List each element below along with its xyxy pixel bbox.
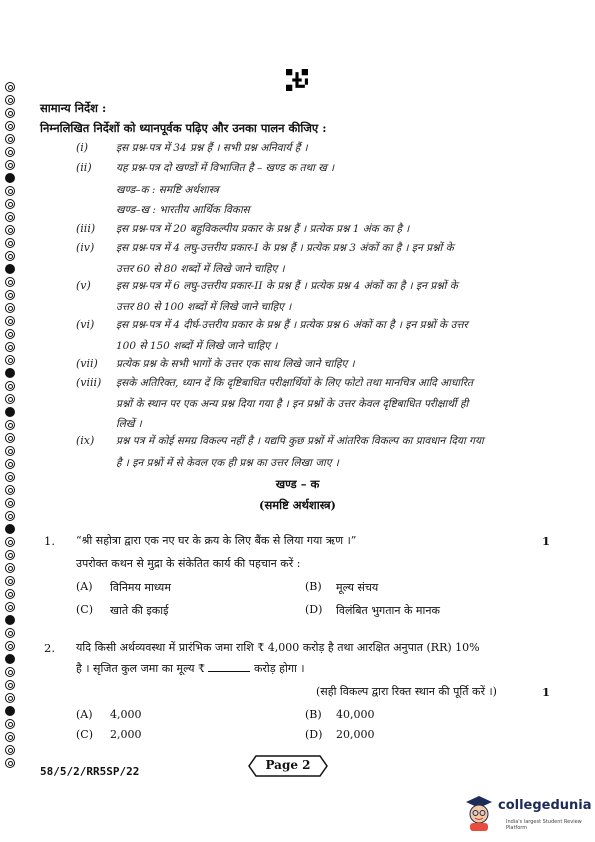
margin-ring: [5, 602, 15, 612]
margin-ring: [5, 290, 15, 300]
instruction-line: इस प्रश्न-पत्र में 4 दीर्घ-उत्तरीय प्रकार के प्रश्न हैं । प्रत्येक प्रश्न 6 अंकों का है । इन प्रश्नों के उत्तर: [116, 319, 468, 331]
margin-ring: [5, 95, 15, 105]
option-label: (A): [76, 580, 93, 593]
margin-ring: [5, 706, 15, 716]
question-prompt: उपरोक्त कथन से मुद्रा के संकेतित कार्य की पहचान करें :: [76, 557, 301, 570]
instruction-line: उत्तर 80 से 100 शब्दों में लिखे जाने चाहिए ।: [116, 301, 292, 313]
question-number: 2.: [44, 641, 55, 655]
question-hint: (सही विकल्प द्वारा रिक्त स्थान की पूर्ति करें ।): [316, 685, 497, 698]
margin-ring: [5, 589, 15, 599]
margin-ring: [5, 121, 15, 131]
instruction-line: प्रत्येक प्रश्न के सभी भागों के उत्तर एक साथ लिखे जाने चाहिए ।: [116, 358, 355, 370]
margin-ring: [5, 238, 15, 248]
instruction-line: खण्ड–क : समष्टि अर्थशास्त्र: [116, 184, 219, 196]
instruction-line: प्रश्न पत्र में कोई समग्र विकल्प नहीं है । यद्यपि कुछ प्रश्नों में आंतरिक विकल्प का प्रावधान दिया गया: [116, 435, 484, 447]
option-text: 2,000: [110, 728, 142, 741]
margin-ring: [5, 433, 15, 443]
question-marks: 1: [542, 685, 551, 699]
margin-ring: [5, 680, 15, 690]
margin-ring: [5, 381, 15, 391]
student-mascot-icon: [462, 792, 496, 832]
instruction-number: (i): [76, 141, 89, 154]
margin-ring: [5, 199, 15, 209]
question-number: 1.: [44, 534, 55, 548]
margin-ring: [5, 719, 15, 729]
question-text-line2: [76, 661, 305, 676]
margin-ring: [5, 134, 15, 144]
instruction-line: इसके अतिरिक्त, ध्यान दें कि दृष्टिबाधित परीक्षार्थियों के लिए फोटो तथा मानचित्र आदि आधारित: [116, 377, 474, 389]
margin-ring: [5, 459, 15, 469]
section-title: खण्ड – क: [275, 477, 320, 491]
margin-ring: [5, 732, 15, 742]
margin-ring: [5, 316, 15, 326]
fill-blank: [208, 661, 250, 672]
instruction-number: (vi): [76, 318, 95, 331]
margin-ring: [5, 108, 15, 118]
instruction-line: प्रश्नों के स्थान पर एक अन्य प्रश्न दिया गया है । इन प्रश्नों के उत्तर केवल दृष्टिबाधित परीक्षार्थी ही: [116, 398, 469, 410]
margin-ring: [5, 342, 15, 352]
question-marks: 1: [542, 534, 551, 548]
page-number: Page 2: [265, 758, 311, 772]
margin-ring: [5, 693, 15, 703]
question-text-suffix: करोड़ होगा ।: [253, 662, 305, 675]
margin-ring: [5, 277, 15, 287]
margin-ring: [5, 368, 15, 378]
logo-wordmark: collegedunia: [498, 798, 592, 813]
option-label: (D): [305, 603, 323, 616]
section-subtitle: (समष्टि अर्थशास्त्र): [259, 498, 336, 512]
margin-ring: [5, 147, 15, 157]
margin-ring: [5, 446, 15, 456]
instruction-line: यह प्रश्न-पत्र दो खण्डों में विभाजित है – खण्ड क तथा ख ।: [116, 162, 335, 174]
margin-ring: [5, 420, 15, 430]
instruction-line: इस प्रश्न-पत्र में 6 लघु-उत्तरीय प्रकार-II के प्रश्न हैं । प्रत्येक प्रश्न 4 अंकों का है । इन प्रश्नों के: [116, 280, 458, 292]
qr-code: [286, 69, 308, 91]
margin-decoration: [0, 82, 20, 772]
margin-ring: [5, 251, 15, 261]
margin-ring: [5, 212, 15, 222]
margin-ring: [5, 550, 15, 560]
margin-ring: [5, 173, 15, 183]
option-label: (B): [305, 580, 322, 593]
option-text: विलंबित भुगतान के मानक: [336, 604, 440, 617]
instruction-line: इस प्रश्न-पत्र में 20 बहुविकल्पीय प्रकार के प्रश्न हैं । प्रत्येक प्रश्न 1 अंक का है ।: [116, 223, 410, 235]
instruction-number: (vii): [76, 357, 98, 370]
option-text: मूल्य संचय: [336, 581, 379, 594]
instruction-line: खण्ड–ख : भारतीय आर्थिक विकास: [116, 204, 250, 216]
option-text: 4,000: [110, 708, 142, 721]
margin-ring: [5, 628, 15, 638]
margin-ring: [5, 160, 15, 170]
option-text: खाते की इकाई: [110, 604, 169, 617]
margin-ring: [5, 524, 15, 534]
instruction-line: लिखें ।: [116, 418, 142, 430]
logo-tagline: India's largest Student Review Platform: [506, 819, 582, 831]
option-text: विनिमय माध्यम: [110, 581, 171, 594]
margin-ring: [5, 758, 15, 768]
option-text: 20,000: [336, 728, 375, 741]
instruction-number: (iii): [76, 222, 96, 235]
general-instructions-subtitle: निम्नलिखित निर्देशों को ध्यानपूर्वक पढ़िए और उनका पालन कीजिए :: [40, 121, 327, 135]
margin-ring: [5, 615, 15, 625]
instruction-number: (v): [76, 279, 91, 292]
paper-code: 58/5/2/RR5SP/22: [40, 765, 140, 778]
instruction-line: है । इन प्रश्नों में से केवल एक ही प्रश्न का उत्तर लिखा जाए ।: [116, 457, 339, 469]
instruction-number: (ix): [76, 434, 95, 447]
question-text-prefix: है । सृजित कुल जमा का मूल्य ₹: [76, 662, 205, 675]
margin-ring: [5, 225, 15, 235]
option-text: 40,000: [336, 708, 375, 721]
option-label: (D): [305, 728, 323, 741]
option-label: (C): [76, 603, 93, 616]
instruction-number: (viii): [76, 376, 102, 389]
instruction-line: इस प्रश्न-पत्र में 34 प्रश्न हैं । सभी प्रश्न अनिवार्य हैं ।: [116, 142, 308, 154]
option-label: (A): [76, 708, 93, 721]
margin-ring: [5, 563, 15, 573]
margin-ring: [5, 407, 15, 417]
margin-ring: [5, 745, 15, 755]
instruction-number: (ii): [76, 161, 92, 174]
margin-ring: [5, 576, 15, 586]
question-text: यदि किसी अर्थव्यवस्था में प्रारंभिक जमा राशि ₹ 4,000 करोड़ है तथा आरक्षित अनुपात (RR) 10%: [76, 641, 480, 654]
instruction-number: (iv): [76, 241, 95, 254]
margin-ring: [5, 394, 15, 404]
margin-ring: [5, 329, 15, 339]
instruction-line: इस प्रश्न-पत्र में 4 लघु-उत्तरीय प्रकार-I के प्रश्न हैं । प्रत्येक प्रश्न 3 अंकों का है । इन प्रश्नों के: [116, 242, 454, 254]
instruction-line: उत्तर 60 से 80 शब्दों में लिखे जाने चाहिए ।: [116, 263, 285, 275]
margin-ring: [5, 537, 15, 547]
general-instructions-title: सामान्य निर्देश :: [40, 101, 107, 115]
collegedunia-logo: [462, 792, 592, 832]
margin-ring: [5, 82, 15, 92]
question-text: “श्री सहोत्रा द्वारा एक नए घर के क्रय के लिए बैंक से लिया गया ऋण ।”: [76, 534, 357, 547]
option-label: (C): [76, 728, 93, 741]
margin-ring: [5, 667, 15, 677]
margin-ring: [5, 355, 15, 365]
margin-ring: [5, 641, 15, 651]
margin-ring: [5, 654, 15, 664]
page-number-badge: [248, 755, 328, 777]
margin-ring: [5, 264, 15, 274]
margin-ring: [5, 303, 15, 313]
margin-ring: [5, 186, 15, 196]
instruction-line: 100 से 150 शब्दों में लिखे जाने चाहिए ।: [116, 340, 278, 352]
option-label: (B): [305, 708, 322, 721]
